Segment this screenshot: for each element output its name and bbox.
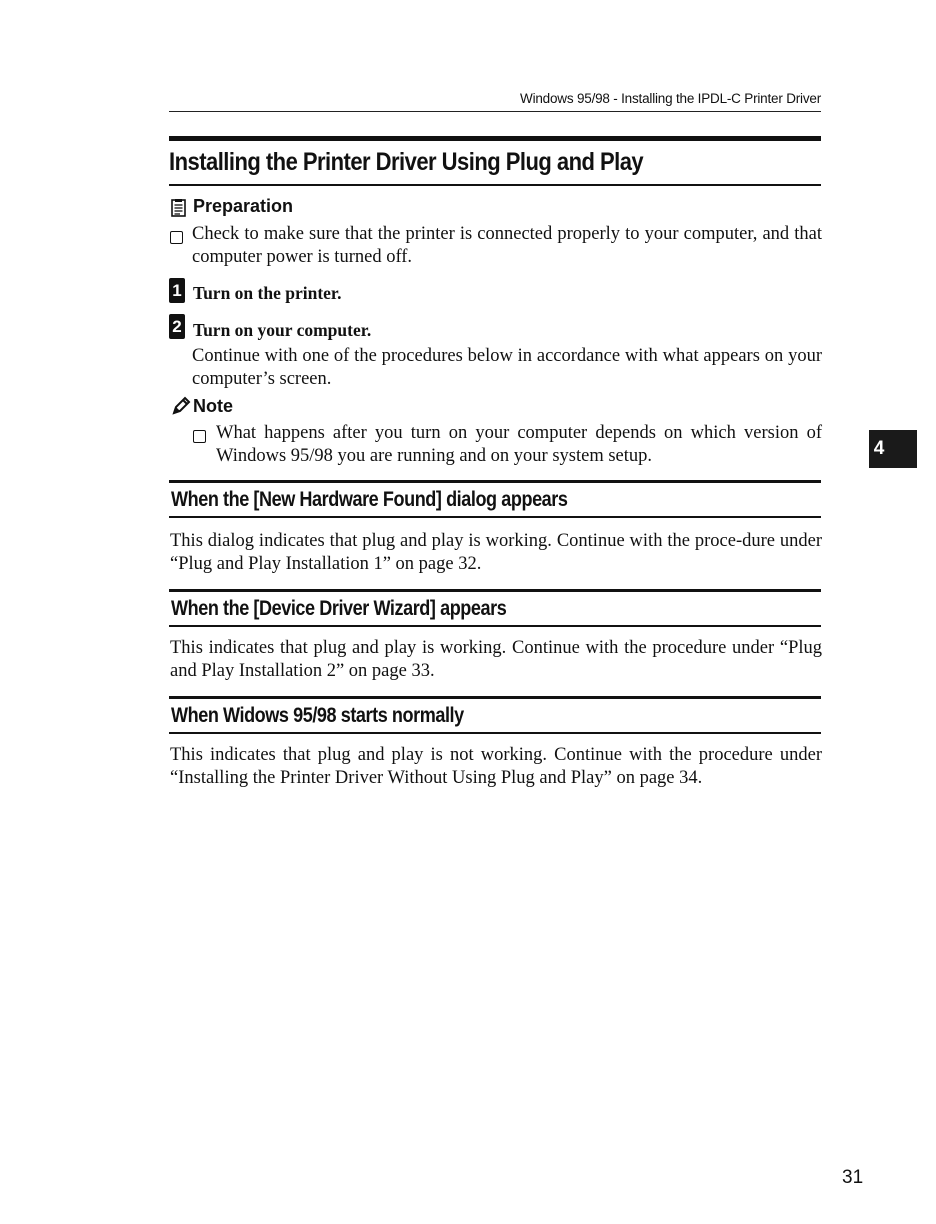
section-bottom-rule	[169, 732, 821, 734]
step-body: Continue with one of the procedures below in accordance with what appears on your computer’s screen.	[192, 346, 822, 389]
section-heading: When the [Device Driver Wizard] appears	[171, 597, 507, 620]
page-number: 31	[842, 1167, 864, 1188]
preparation-item: Check to make sure that the printer is connected properly to your computer, and that computer power is turned off.	[192, 224, 822, 267]
section-bottom-rule	[169, 516, 821, 518]
preparation-heading: Preparation	[193, 196, 294, 216]
chapter-number: 4	[873, 438, 885, 459]
header-rule	[169, 111, 821, 112]
section-body: This indicates that plug and play is working. Continue with the procedure under “Plug and Play Installation 2” on page 33.	[170, 638, 822, 681]
section-body: This indicates that plug and play is not working. Continue with the procedure under “Installing the Printer Driver Without Using Plug and Play” on page 34.	[170, 745, 822, 788]
checkbox-icon	[193, 430, 206, 443]
step-number-badge: 2	[169, 314, 185, 339]
note-heading: Note	[193, 396, 233, 416]
note-item: What happens after you turn on your computer depends on which version of Windows 95/98 you are running and on your system setup.	[216, 423, 822, 466]
pencil-icon	[171, 396, 191, 421]
section-top-rule	[169, 480, 821, 483]
section-heading: When Widows 95/98 starts normally	[171, 704, 464, 727]
chapter-tab	[869, 430, 917, 468]
section-heading: When the [New Hardware Found] dialog appears	[171, 488, 568, 511]
checkbox-icon	[170, 231, 183, 244]
section-bottom-rule	[169, 625, 821, 627]
step-number-badge: 1	[169, 278, 185, 303]
title-bottom-rule	[169, 184, 821, 186]
page-title: Installing the Printer Driver Using Plug and Play	[169, 148, 644, 176]
running-header: Windows 95/98 - Installing the IPDL-C Printer Driver	[520, 91, 821, 106]
section-body: This dialog indicates that plug and play is working. Continue with the proce-dure under “Plug and Play Installation 1” on page 32.	[170, 531, 822, 574]
section-top-rule	[169, 589, 821, 592]
section-top-rule	[169, 696, 821, 699]
step-text: Turn on your computer.	[193, 320, 372, 340]
title-top-rule	[169, 136, 821, 141]
preparation-icon	[171, 199, 186, 222]
step-text: Turn on the printer.	[193, 283, 342, 303]
